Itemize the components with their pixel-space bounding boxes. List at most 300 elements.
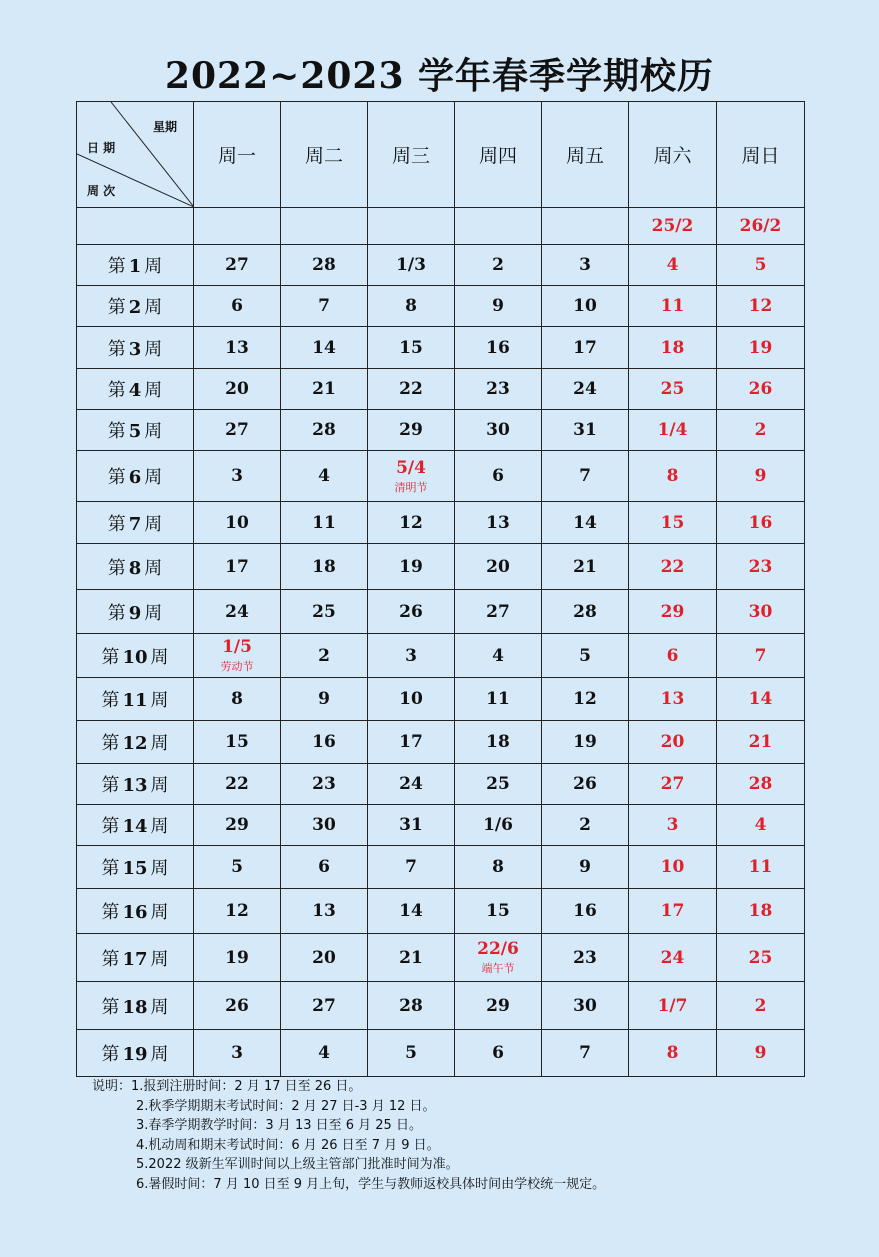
date-cell <box>281 846 368 889</box>
date-cell <box>281 721 368 764</box>
date-cell <box>368 721 455 764</box>
date-value: 26 <box>399 601 423 622</box>
date-cell <box>281 502 368 544</box>
date-value: 4 <box>318 466 330 486</box>
date-cell <box>629 369 717 410</box>
week-number: 14 <box>122 816 148 837</box>
date-cell <box>368 634 455 678</box>
notes <box>92 1077 605 1194</box>
date-cell <box>542 982 629 1030</box>
date-cell <box>717 502 805 544</box>
week-number: 8 <box>128 557 142 579</box>
date-value: 2 <box>492 255 504 275</box>
date-value: 10 <box>399 689 423 709</box>
date-cell <box>368 327 455 369</box>
date-cell <box>281 327 368 369</box>
week-number: 6 <box>128 467 142 488</box>
date-cell <box>717 451 805 502</box>
date-value: 31 <box>399 815 423 835</box>
date-value: 5 <box>579 645 591 666</box>
week-cell <box>77 590 194 634</box>
date-cell <box>455 889 542 934</box>
date-cell <box>717 846 805 889</box>
date-cell <box>455 721 542 764</box>
date-cell <box>542 764 629 805</box>
week-suffix: 周 <box>144 602 163 624</box>
date-value: 1/3 <box>396 255 426 275</box>
day-header: 周四 <box>455 102 542 208</box>
date-cell <box>542 410 629 451</box>
date-cell <box>194 245 281 286</box>
date-value: 28 <box>573 601 597 622</box>
date-value: 27 <box>225 420 249 440</box>
date-value: 19 <box>399 556 423 577</box>
date-value: 14 <box>399 901 423 921</box>
date-cell <box>281 369 368 410</box>
date-cell <box>368 1030 455 1077</box>
date-cell <box>629 889 717 934</box>
date-cell <box>455 327 542 369</box>
date-value: 16 <box>312 732 336 752</box>
date-value: 2 <box>579 815 591 835</box>
week-number: 13 <box>122 775 148 796</box>
week-number: 11 <box>122 690 148 711</box>
date-value: 28 <box>312 255 336 275</box>
date-value: 24 <box>573 379 597 399</box>
date-cell <box>629 502 717 544</box>
table-row <box>77 410 805 451</box>
week-suffix: 周 <box>150 733 169 754</box>
date-cell <box>281 451 368 502</box>
date-cell <box>281 982 368 1030</box>
date-cell <box>629 451 717 502</box>
date-cell <box>455 678 542 721</box>
table-row <box>77 805 805 846</box>
date-value: 15 <box>660 512 685 533</box>
date-cell <box>629 846 717 889</box>
week-suffix: 周 <box>150 646 169 668</box>
date-cell <box>717 245 805 286</box>
date-value: 9 <box>492 296 504 316</box>
date-cell <box>368 208 455 245</box>
table-row <box>77 451 805 502</box>
date-cell <box>281 410 368 451</box>
note-line: 2.秋季学期期末考试时间：2 月 27 日-3 月 12 日。 <box>136 1098 436 1114</box>
date-value: 15 <box>399 337 423 358</box>
date-value: 19 <box>573 732 597 752</box>
date-value: 4 <box>666 255 679 275</box>
week-suffix: 周 <box>150 775 169 796</box>
date-value: 8 <box>231 689 243 709</box>
date-cell <box>542 544 629 590</box>
week-cell <box>77 982 194 1030</box>
date-cell <box>194 208 281 245</box>
date-cell <box>542 369 629 410</box>
date-cell <box>281 634 368 678</box>
day-header: 周五 <box>542 102 629 208</box>
date-cell <box>717 934 805 982</box>
date-value: 13 <box>486 512 510 533</box>
week-cell <box>77 846 194 889</box>
week-suffix: 周 <box>144 557 163 579</box>
date-cell <box>194 934 281 982</box>
week-suffix: 周 <box>144 421 163 442</box>
date-cell <box>542 327 629 369</box>
date-cell <box>194 764 281 805</box>
date-cell <box>455 544 542 590</box>
date-value: 21 <box>748 732 773 752</box>
week-cell <box>77 410 194 451</box>
date-value: 1/6 <box>483 815 513 835</box>
date-value: 2 <box>754 420 767 440</box>
date-cell <box>542 245 629 286</box>
date-value: 14 <box>748 689 773 709</box>
date-cell <box>629 286 717 327</box>
date-cell <box>629 721 717 764</box>
date-cell: 25/2 <box>629 208 717 245</box>
date-value: 7 <box>579 1043 591 1063</box>
date-value: 12 <box>399 512 423 533</box>
date-value: 10 <box>225 512 249 533</box>
date-value: 30 <box>748 601 773 622</box>
date-cell <box>455 846 542 889</box>
date-value: 1/5 <box>222 637 252 657</box>
date-value: 3 <box>405 645 417 666</box>
date-cell <box>281 678 368 721</box>
date-value: 30 <box>312 815 336 835</box>
date-cell <box>542 934 629 982</box>
date-value: 5/4 <box>396 457 426 478</box>
date-value: 29 <box>486 995 510 1016</box>
date-value: 12 <box>225 901 249 921</box>
date-value: 23 <box>748 556 773 577</box>
date-value: 1/7 <box>657 995 688 1016</box>
date-cell <box>542 1030 629 1077</box>
week-prefix: 第 <box>101 902 120 923</box>
date-cell <box>455 1030 542 1077</box>
date-value: 3 <box>231 1043 243 1063</box>
date-cell <box>368 502 455 544</box>
date-cell <box>629 805 717 846</box>
date-value: 7 <box>579 466 591 486</box>
date-value: 25 <box>748 947 773 968</box>
date-value: 5 <box>405 1043 417 1063</box>
date-value: 5 <box>231 857 243 877</box>
date-value: 28 <box>312 420 336 440</box>
date-value: 13 <box>660 689 685 709</box>
date-value: 26 <box>748 379 773 399</box>
week-number: 19 <box>122 1044 148 1065</box>
date-value: 4 <box>318 1043 330 1063</box>
date-cell <box>368 846 455 889</box>
table-row <box>77 721 805 764</box>
date-value: 22 <box>225 774 249 794</box>
date-value: 21 <box>312 379 336 399</box>
week-number: 2 <box>128 297 142 318</box>
date-cell <box>629 634 717 678</box>
date-cell <box>542 451 629 502</box>
date-value: 3 <box>666 815 679 835</box>
week-prefix: 第 <box>101 996 120 1018</box>
date-value: 12 <box>573 689 597 709</box>
date-cell <box>542 889 629 934</box>
table-row <box>77 327 805 369</box>
day-header: 周六 <box>629 102 717 208</box>
week-prefix: 第 <box>101 733 120 754</box>
date-value: 18 <box>486 732 510 752</box>
date-value: 12 <box>748 296 773 316</box>
date-cell <box>368 805 455 846</box>
calendar-body <box>77 208 805 1077</box>
date-cell <box>194 327 281 369</box>
date-value: 8 <box>492 857 504 877</box>
table-row <box>77 286 805 327</box>
week-prefix: 第 <box>107 338 126 360</box>
week-suffix: 周 <box>144 297 163 318</box>
date-value: 18 <box>660 337 685 358</box>
date-cell <box>455 590 542 634</box>
date-cell <box>194 1030 281 1077</box>
week-prefix: 第 <box>107 602 126 624</box>
date-cell <box>542 805 629 846</box>
date-cell <box>629 410 717 451</box>
week-suffix: 周 <box>150 690 169 711</box>
date-cell <box>717 805 805 846</box>
date-cell <box>717 369 805 410</box>
date-cell <box>368 369 455 410</box>
week-number: 12 <box>122 733 148 754</box>
date-cell <box>281 544 368 590</box>
date-value: 20 <box>486 556 510 577</box>
date-cell <box>717 982 805 1030</box>
date-value: 17 <box>573 337 597 358</box>
table-row <box>77 590 805 634</box>
date-cell <box>542 634 629 678</box>
date-cell <box>455 764 542 805</box>
date-cell <box>717 327 805 369</box>
week-cell <box>77 1030 194 1077</box>
day-header: 周日 <box>717 102 805 208</box>
date-cell <box>194 286 281 327</box>
week-number: 3 <box>128 338 142 360</box>
date-cell <box>194 410 281 451</box>
date-value: 9 <box>754 466 767 486</box>
date-value: 31 <box>573 420 597 440</box>
date-value: 13 <box>225 337 249 358</box>
date-value: 13 <box>312 901 336 921</box>
date-cell <box>717 544 805 590</box>
date-value: 24 <box>660 947 685 968</box>
date-cell <box>455 208 542 245</box>
week-prefix: 第 <box>107 467 126 488</box>
corner-date-label: 日 期 <box>87 141 116 155</box>
date-cell <box>368 982 455 1030</box>
date-cell <box>281 245 368 286</box>
week-prefix: 第 <box>107 380 126 401</box>
note-line: 4.机动周和期末考试时间：6 月 26 日至 7 月 9 日。 <box>136 1137 440 1153</box>
week-suffix: 周 <box>144 256 163 277</box>
date-value: 21 <box>573 556 597 577</box>
date-value: 10 <box>660 857 685 877</box>
date-cell <box>542 590 629 634</box>
week-cell <box>77 245 194 286</box>
week-number: 17 <box>122 948 148 970</box>
date-value: 7 <box>405 857 417 877</box>
date-cell <box>194 805 281 846</box>
date-cell <box>629 327 717 369</box>
week-suffix: 周 <box>144 513 163 535</box>
week-cell <box>77 544 194 590</box>
table-row <box>77 889 805 934</box>
week-number: 18 <box>122 996 148 1018</box>
date-cell <box>455 982 542 1030</box>
week-cell <box>77 327 194 369</box>
week-number: 7 <box>128 513 142 535</box>
date-value: 17 <box>660 901 685 921</box>
date-cell <box>717 410 805 451</box>
date-cell <box>542 678 629 721</box>
date-value: 4 <box>754 815 767 835</box>
day-header: 周三 <box>368 102 455 208</box>
date-value: 27 <box>486 601 510 622</box>
date-value: 10 <box>573 296 597 316</box>
week-suffix: 周 <box>150 816 169 837</box>
date-cell <box>455 245 542 286</box>
date-cell <box>194 889 281 934</box>
week-prefix: 第 <box>101 948 120 970</box>
week-cell <box>77 721 194 764</box>
week-suffix: 周 <box>144 467 163 488</box>
week-prefix: 第 <box>101 775 120 796</box>
date-value: 15 <box>486 901 510 921</box>
corner-cell <box>77 102 194 208</box>
date-cell <box>455 451 542 502</box>
date-cell <box>368 451 455 502</box>
date-value: 15 <box>225 732 249 752</box>
week-prefix: 第 <box>101 858 120 879</box>
week-cell <box>77 502 194 544</box>
date-cell <box>629 544 717 590</box>
date-value: 23 <box>486 379 510 399</box>
date-value: 6 <box>492 466 504 486</box>
date-value: 22 <box>399 379 423 399</box>
date-value: 9 <box>579 857 591 877</box>
date-value: 9 <box>754 1043 767 1063</box>
week-number: 5 <box>128 421 142 442</box>
week-number: 9 <box>128 602 142 624</box>
date-value: 20 <box>660 732 685 752</box>
date-cell <box>542 721 629 764</box>
week-suffix: 周 <box>150 902 169 923</box>
date-value: 22 <box>660 556 685 577</box>
date-cell <box>281 208 368 245</box>
table-row <box>77 245 805 286</box>
date-cell <box>455 934 542 982</box>
date-cell <box>717 764 805 805</box>
table-row <box>77 934 805 982</box>
week-prefix: 第 <box>101 646 120 668</box>
prefix-row <box>77 208 805 245</box>
date-value: 11 <box>748 857 773 877</box>
date-cell <box>194 846 281 889</box>
date-cell <box>368 286 455 327</box>
date-value: 27 <box>312 995 336 1016</box>
corner-week-label: 周 次 <box>87 184 116 198</box>
date-cell <box>629 764 717 805</box>
date-value: 22/6 <box>477 939 519 959</box>
table-row <box>77 1030 805 1077</box>
week-suffix: 周 <box>150 1044 169 1065</box>
date-cell <box>629 982 717 1030</box>
date-cell <box>194 590 281 634</box>
date-value: 29 <box>399 420 423 440</box>
date-value: 5 <box>754 255 767 275</box>
date-cell <box>194 721 281 764</box>
date-cell <box>368 889 455 934</box>
date-cell <box>194 678 281 721</box>
date-value: 21 <box>399 947 423 968</box>
holiday-label: 劳动节 <box>220 660 254 673</box>
date-value: 18 <box>748 901 773 921</box>
date-value: 25 <box>660 379 685 399</box>
date-cell <box>717 590 805 634</box>
date-cell <box>717 889 805 934</box>
week-prefix: 第 <box>101 690 120 711</box>
date-value: 6 <box>492 1043 504 1063</box>
holiday-label: 清明节 <box>394 480 428 494</box>
date-cell <box>717 1030 805 1077</box>
date-value: 25 <box>312 601 336 622</box>
date-cell: 26/2 <box>717 208 805 245</box>
week-cell <box>77 934 194 982</box>
date-cell <box>542 286 629 327</box>
date-cell <box>368 544 455 590</box>
date-cell <box>717 286 805 327</box>
date-cell <box>455 502 542 544</box>
date-value: 8 <box>405 296 417 316</box>
week-suffix: 周 <box>150 996 169 1018</box>
table-row <box>77 678 805 721</box>
date-cell <box>629 934 717 982</box>
date-value: 17 <box>399 732 423 752</box>
date-value: 2 <box>754 995 767 1016</box>
week-cell <box>77 286 194 327</box>
date-cell <box>281 590 368 634</box>
date-cell <box>368 245 455 286</box>
week-prefix: 第 <box>107 513 126 535</box>
week-number: 15 <box>122 858 148 879</box>
date-cell <box>281 286 368 327</box>
date-cell <box>455 369 542 410</box>
week-suffix: 周 <box>150 858 169 879</box>
date-value: 6 <box>666 645 679 666</box>
date-value: 20 <box>312 947 336 968</box>
table-row <box>77 846 805 889</box>
date-cell <box>542 502 629 544</box>
date-value: 27 <box>225 255 249 275</box>
header-row <box>77 102 805 208</box>
week-suffix: 周 <box>144 380 163 401</box>
date-value: 28 <box>399 995 423 1016</box>
week-prefix: 第 <box>101 816 120 837</box>
date-value: 7 <box>318 296 330 316</box>
date-cell <box>368 590 455 634</box>
week-prefix: 第 <box>107 256 126 277</box>
date-value: 16 <box>748 512 773 533</box>
date-value: 30 <box>573 995 597 1016</box>
week-cell <box>77 369 194 410</box>
date-value: 25 <box>486 774 510 794</box>
